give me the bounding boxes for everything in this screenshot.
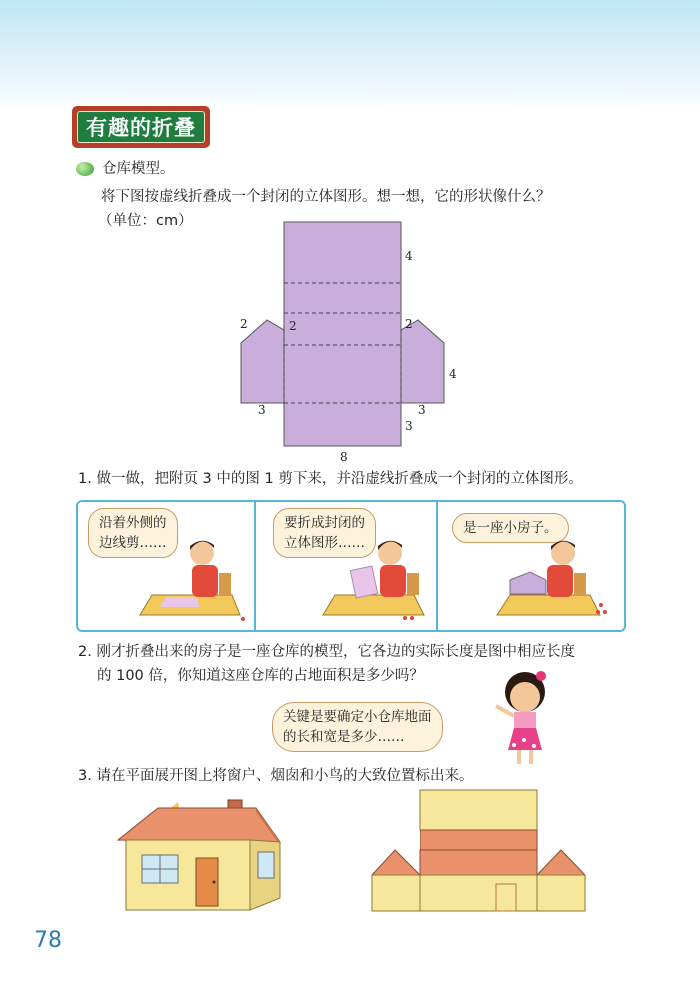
label-top-right: 4 xyxy=(405,249,413,263)
section-name: 仓库模型。 xyxy=(102,161,175,177)
question-1: 1. 做一做，把附页 3 中的图 1 剪下来，并沿虚线折叠成一个封闭的立体图形。 xyxy=(78,471,583,487)
section-title: 有趣的折叠 xyxy=(77,111,205,143)
bubble-1-line-2: 边线剪…… xyxy=(99,535,167,551)
bubble-2-line-1: 要折成封闭的 xyxy=(284,515,365,531)
question-3: 3. 请在平面展开图上将窗户、烟囱和小鸟的大致位置标出来。 xyxy=(78,768,474,784)
intro-line: 将下图按虚线折叠成一个封闭的立体图形。想一想，它的形状像什么？ xyxy=(101,189,551,205)
bubble-2-line-2: 立体图形…… xyxy=(284,535,365,551)
label-mid: 2 xyxy=(289,319,297,333)
label-roof-right: 2 xyxy=(405,317,413,331)
label-roof-left: 2 xyxy=(240,317,248,331)
bubble-1-line-1: 沿着外侧的 xyxy=(99,515,167,531)
label-bottom-side: 3 xyxy=(405,419,413,433)
question-2-line-1: 2. 刚才折叠出来的房子是一座仓库的模型，它各边的实际长度是图中相应长度 xyxy=(78,644,575,660)
unit-note: （单位：cm） xyxy=(98,213,193,229)
bubble-4-line-1: 关键是要确定小仓库地面 xyxy=(283,709,432,725)
question-2-line-2: 的 100 倍，你知道这座仓库的占地面积是多少吗？ xyxy=(97,668,424,684)
bubble-3-text: 是一座小房子。 xyxy=(463,520,558,536)
page-number: 78 xyxy=(34,928,62,953)
label-bottom-right: 3 xyxy=(418,403,426,417)
bubble-4-line-2: 的长和宽是多少…… xyxy=(283,729,405,745)
label-side-right: 4 xyxy=(449,367,457,381)
label-bottom-width: 8 xyxy=(340,450,348,464)
label-bottom-left: 3 xyxy=(258,403,266,417)
